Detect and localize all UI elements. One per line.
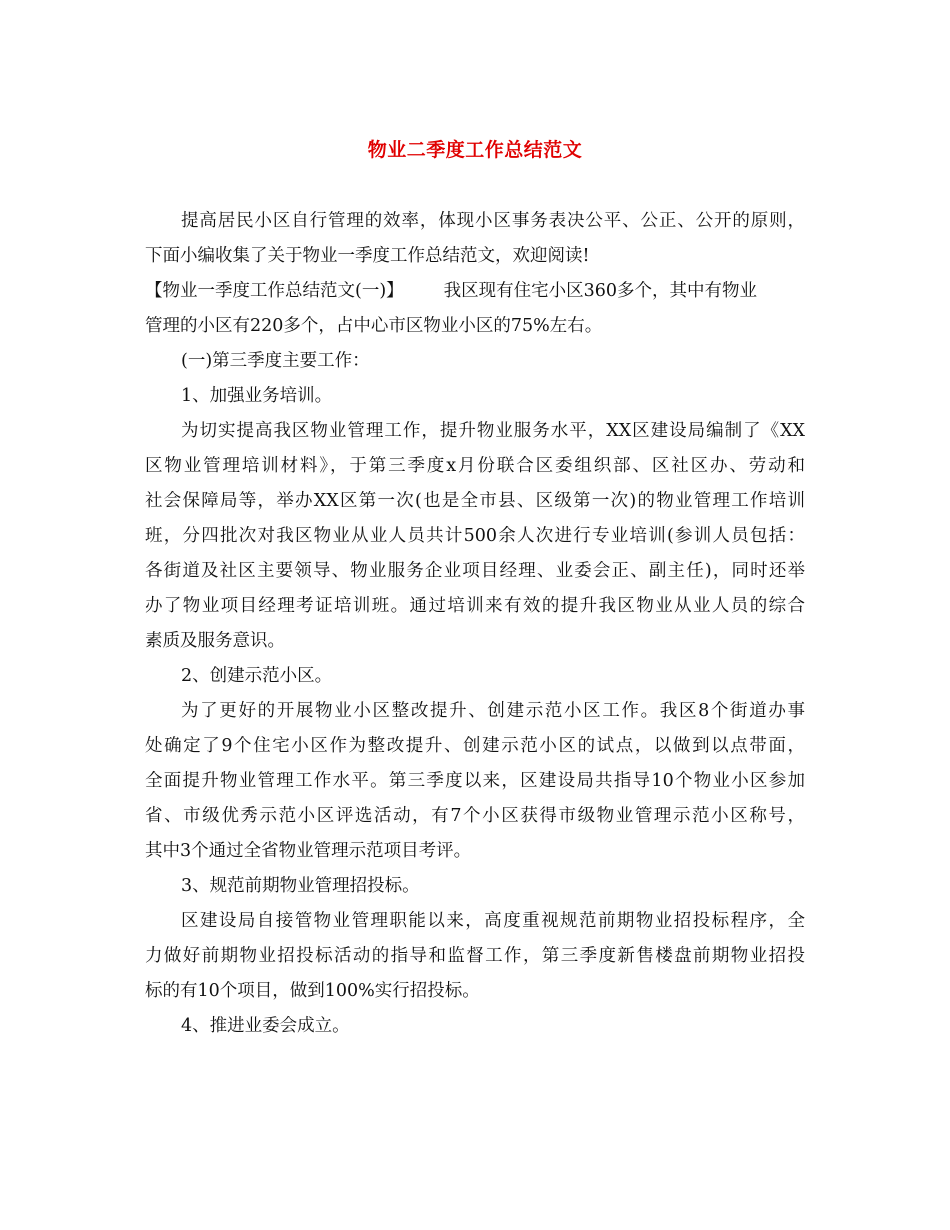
line-text: 其中3个通过全省物业管理示范项目考评。 [145,841,472,861]
line-text: 各街道及社区主要领导、物业服务企业项目经理、业委会正、副主任)，同时还举 [145,561,805,581]
paragraph-line [145,694,805,729]
line-text: 区建设局自接管物业管理职能以来，高度重视规范前期物业招投标程序，全 [181,911,805,931]
line-text: 区物业管理培训材料》，于第三季度x月份联合区委组织部、区社区办、劳动和 [145,456,805,476]
paragraph-line [145,834,805,869]
line-text: 全面提升物业管理工作水平。第三季度以来，区建设局共指导10个物业小区参加 [145,771,805,791]
line-text: 1、加强业务培训。 [181,386,333,406]
paragraph-line [145,624,805,659]
paragraph-line [145,764,805,799]
paragraph-line [145,799,805,834]
paragraph-line [145,974,805,1009]
line-text: (一)第三季度主要工作： [181,351,370,371]
line-text: 4、推进业委会成立。 [181,1016,350,1036]
paragraph-line [145,379,805,414]
line-text: 为了更好的开展物业小区整改提升、创建示范小区工作。我区8个街道办事 [181,701,805,721]
line-text: 3、规范前期物业管理招投标。 [181,876,420,896]
line-text: 2、创建示范小区。 [181,666,333,686]
paragraph-line [145,414,805,449]
paragraph-line [145,554,805,589]
line-text: 力做好前期物业招投标活动的指导和监督工作，第三季度新售楼盘前期物业招投 [145,946,805,966]
line-text: 省、市级优秀示范小区评选活动，有7个小区获得市级物业管理示范小区称号， [145,806,805,826]
line-text: 标的有10个项目，做到100%实行招投标。 [145,981,480,1001]
line-text: 社会保障局等，举办XX区第一次(也是全市县、区级第一次)的物业管理工作培训 [145,491,805,511]
paragraph-line [145,204,805,239]
line-text: 管理的小区有220多个，占中心市区物业小区的75%左右。 [145,316,603,336]
paragraph-line [145,239,805,274]
paragraph-line [145,1009,805,1044]
paragraph-line [145,904,805,939]
line-text: 下面小编收集了关于物业一季度工作总结范文，欢迎阅读! [145,246,590,266]
paragraph-line [145,519,805,554]
paragraph-line [145,589,805,624]
line-text: 办了物业项目经理考证培训班。通过培训来有效的提升我区物业从业人员的综合 [145,596,805,616]
document-body [145,204,805,1044]
line-text: 处确定了9个住宅小区作为整改提升、创建示范小区的试点，以做到以点带面， [145,736,805,756]
line-text: 提高居民小区自行管理的效率，体现小区事务表决公平、公正、公开的原则， [181,211,805,231]
line-text: 素质及服务意识。 [145,631,285,651]
paragraph-line [145,344,805,379]
paragraph-line [145,449,805,484]
paragraph-line [145,274,805,309]
paragraph-line [145,939,805,974]
line-text: 为切实提高我区物业管理工作，提升物业服务水平，XX区建设局编制了《XX [181,421,805,441]
paragraph-line [145,729,805,764]
line-tail-text: 我区现有住宅小区360多个，其中有物业 [443,281,758,301]
line-text: 【物业一季度工作总结范文(一)】 [145,281,404,301]
document-title: 物业二季度工作总结范文 [367,139,583,161]
line-text: 班，分四批次对我区物业从业人员共计500余人次进行专业培训(参训人员包括： [145,526,805,546]
paragraph-line [145,484,805,519]
paragraph-line [145,869,805,904]
paragraph-line [145,309,805,344]
paragraph-line [145,659,805,694]
